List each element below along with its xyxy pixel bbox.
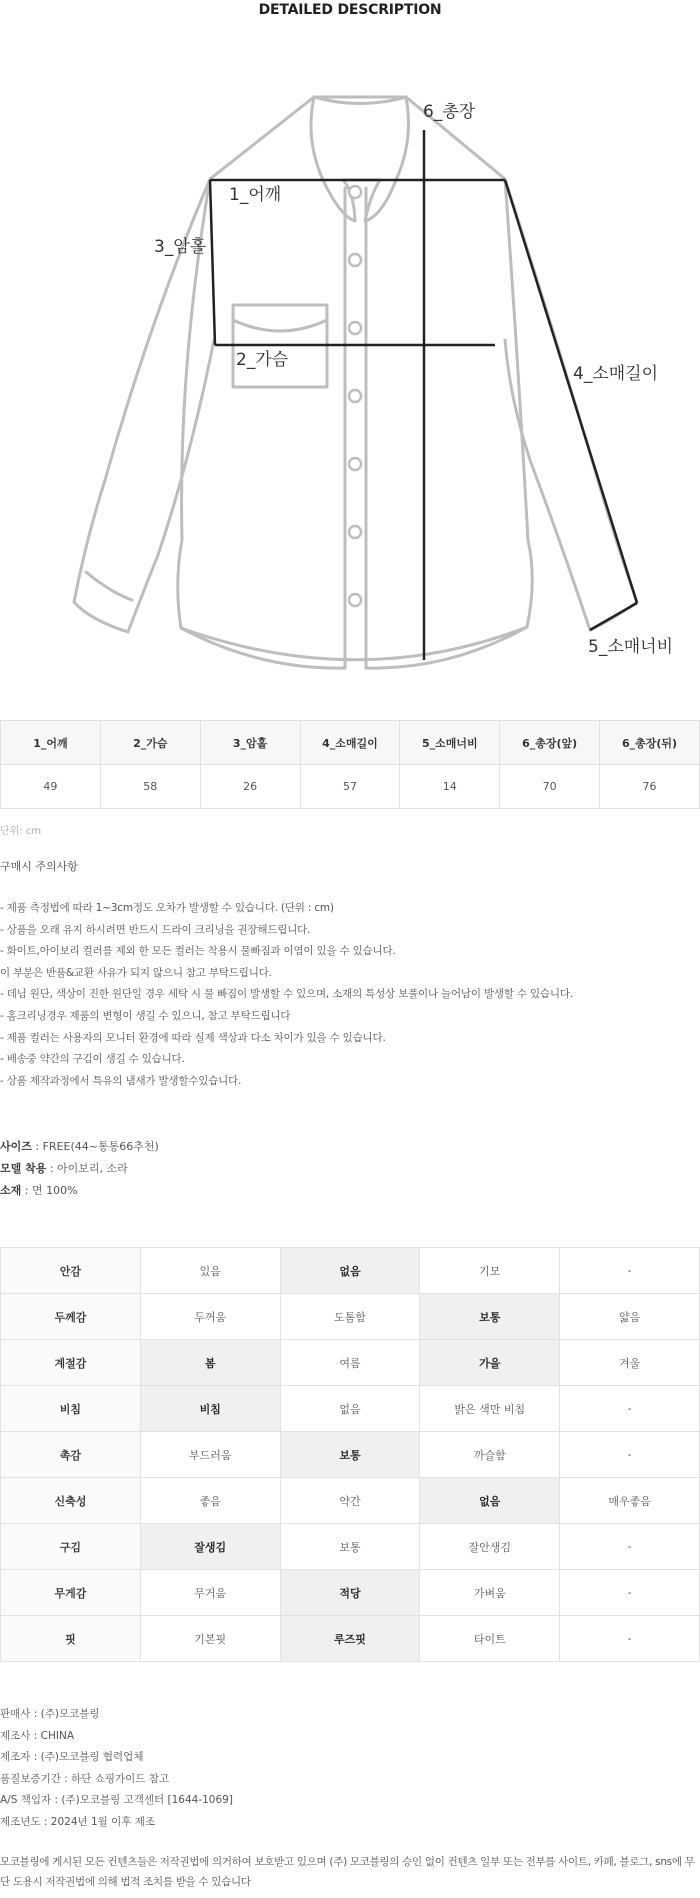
notice-item: - 홈크리닝경우 제품의 변형이 생길 수 있으니, 참고 부탁드립니다	[0, 1009, 291, 1022]
notice-item: - 배송중 약간의 구김이 생길 수 있습니다.	[0, 1053, 185, 1066]
attribute-option: 비침	[140, 1386, 280, 1432]
attribute-row	[1, 1248, 700, 1294]
seller-info	[0, 1704, 233, 1833]
notice-item: 이 부분은 반품&교환 사유가 되지 않으니 참고 부탁드립니다.	[0, 966, 272, 979]
attribute-option: 있음	[140, 1248, 280, 1294]
attribute-option: 얇음	[560, 1294, 700, 1340]
size-header: 1_어깨	[1, 721, 101, 765]
label-sleeve-width: 5_소매너비	[588, 637, 674, 657]
size-header: 6_총장(뒤)	[600, 721, 700, 765]
copyright-notice: 모코블링에 게시된 모든 컨텐츠들은 저작권법에 의거하여 보호받고 있으며 (주) 모코블링의 승인 없이 컨텐츠 일부 또는 전부를 사이트, 카페, 블로그, sns에 무단 도용시 저작권법에 의해 법적 조치를 받을 수 있습니다	[0, 1856, 695, 1888]
size-value: 49	[1, 765, 101, 809]
unit-note: 단위: cm	[0, 826, 42, 837]
size-value: 70	[500, 765, 600, 809]
attribute-row	[1, 1340, 700, 1386]
size-table-row	[1, 765, 700, 809]
attribute-option: 도톰함	[280, 1294, 420, 1340]
attribute-name: 두께감	[1, 1294, 141, 1340]
attribute-name: 신축성	[1, 1478, 141, 1524]
attribute-name: 구김	[1, 1524, 141, 1570]
attribute-option: 보통	[420, 1294, 560, 1340]
spec-model: 모델 착용 : 아이보리, 소라	[0, 1162, 128, 1175]
attribute-name: 계절감	[1, 1340, 141, 1386]
button-icon	[349, 186, 361, 198]
attribute-option: 까슬함	[420, 1432, 560, 1478]
button-icon	[349, 254, 361, 266]
seller-line: A/S 책임자 : (주)모코블링 고객센터 [1644-1069]	[0, 1794, 233, 1806]
attribute-option: 없음	[280, 1248, 420, 1294]
section-title: DETAILED DESCRIPTION	[258, 2, 442, 18]
attribute-option: 기모	[420, 1248, 560, 1294]
seller-line: 제조년도 : 2024년 1월 이후 제조	[0, 1815, 156, 1828]
size-table-header	[1, 721, 700, 765]
attribute-option: 잘안생김	[420, 1524, 560, 1570]
attribute-option: 봄	[140, 1340, 280, 1386]
size-header: 4_소매길이	[300, 721, 400, 765]
attribute-row	[1, 1386, 700, 1432]
attribute-option: 기본핏	[140, 1616, 280, 1662]
attribute-option: 타이트	[420, 1616, 560, 1662]
sleeve-width-line	[590, 603, 637, 630]
notice-item: - 상품 제작과정에서 특유의 냄새가 발생할수있습니다.	[0, 1074, 242, 1087]
attribute-row	[1, 1432, 700, 1478]
attribute-option: 없음	[280, 1386, 420, 1432]
seller-line: 품질보증기간 : 하단 쇼핑가이드 참고	[0, 1772, 170, 1785]
notice-list	[0, 898, 573, 1092]
button-icon	[349, 390, 361, 402]
spec-material: 소재 : 면 100%	[0, 1184, 78, 1197]
attribute-option: 잘생김	[140, 1524, 280, 1570]
size-value: 76	[600, 765, 700, 809]
armhole-line	[210, 180, 215, 345]
attribute-row	[1, 1616, 700, 1662]
size-value: 26	[200, 765, 300, 809]
attribute-option: 가벼움	[420, 1570, 560, 1616]
attribute-option: 무거움	[140, 1570, 280, 1616]
attribute-row	[1, 1478, 700, 1524]
button-icon	[349, 526, 361, 538]
attribute-option: 루즈핏	[280, 1616, 420, 1662]
attribute-row	[1, 1524, 700, 1570]
attribute-option: 적당	[280, 1570, 420, 1616]
size-value: 57	[300, 765, 400, 809]
button-icon	[349, 458, 361, 470]
size-value: 58	[100, 765, 200, 809]
attribute-option: 매우좋음	[560, 1478, 700, 1524]
notice-item: - 화이트,아이보리 컬러를 제외 한 모든 컬러는 착용시 물빠짐과 이염이 있을 수 있습니다.	[0, 945, 396, 958]
notice-item: - 데님 원단, 색상이 진한 원단일 경우 세탁 시 물 빠짐이 발생할 수 있으며, 소재의 특성상 보풀이나 늘어남이 발생할 수 있습니다.	[0, 988, 573, 1001]
attribute-name: 비침	[1, 1386, 141, 1432]
size-header: 5_소매너비	[400, 721, 500, 765]
size-table	[0, 720, 700, 809]
spec-info	[0, 1136, 159, 1202]
attribute-name: 안감	[1, 1248, 141, 1294]
label-sleeve-length: 4_소매길이	[573, 364, 659, 384]
attribute-option: -	[560, 1432, 700, 1478]
attribute-option: 보통	[280, 1432, 420, 1478]
attribute-table	[0, 1247, 700, 1662]
attribute-option: 약간	[280, 1478, 420, 1524]
label-shoulder: 1_어깨	[229, 185, 282, 205]
attribute-row	[1, 1294, 700, 1340]
size-header: 3_암홀	[200, 721, 300, 765]
attribute-option: 밝은 색만 비침	[420, 1386, 560, 1432]
attribute-option: 부드러움	[140, 1432, 280, 1478]
attribute-name: 촉감	[1, 1432, 141, 1478]
notice-item: - 상품을 오래 유지 하시려면 반드시 드라이 크리닝을 권장해드립니다.	[0, 923, 311, 936]
attribute-row	[1, 1570, 700, 1616]
attribute-option: 겨울	[560, 1340, 700, 1386]
attribute-option: -	[560, 1386, 700, 1432]
attribute-name: 핏	[1, 1616, 141, 1662]
size-header: 6_총장(앞)	[500, 721, 600, 765]
attribute-option: 가을	[420, 1340, 560, 1386]
notice-title: 구매시 주의사항	[0, 860, 78, 873]
attribute-option: -	[560, 1616, 700, 1662]
notice-item: - 제품 컬러는 사용자의 모니터 환경에 따라 실제 색상과 다소 차이가 있을 수 있습니다.	[0, 1031, 386, 1044]
spec-size: 사이즈 : FREE(44~통통66추천)	[0, 1140, 159, 1153]
button-icon	[349, 322, 361, 334]
attribute-option: 보통	[280, 1524, 420, 1570]
label-armhole: 3_암홀	[154, 237, 207, 257]
label-chest: 2_가슴	[236, 350, 289, 370]
seller-line: 제조자 : (주)모코블링 협력업체	[0, 1751, 144, 1763]
attribute-option: 없음	[420, 1478, 560, 1524]
attribute-option: 여름	[280, 1340, 420, 1386]
sleeve-length-line	[505, 180, 637, 603]
size-value: 14	[400, 765, 500, 809]
attribute-name: 무게감	[1, 1570, 141, 1616]
measurement-diagram	[0, 20, 700, 680]
attribute-option: 두꺼움	[140, 1294, 280, 1340]
seller-line: 판매사 : (주)모코블링	[0, 1708, 100, 1720]
seller-line: 제조사 : CHINA	[0, 1729, 75, 1742]
attribute-option: -	[560, 1570, 700, 1616]
attribute-option: -	[560, 1248, 700, 1294]
notice-item: - 제품 측정법에 따라 1~3cm정도 오차가 발생할 수 있습니다. (단위 : cm)	[0, 902, 334, 914]
size-header: 2_가슴	[100, 721, 200, 765]
button-icon	[349, 594, 361, 606]
attribute-option: 좋음	[140, 1478, 280, 1524]
label-total-length: 6_총장	[423, 102, 476, 122]
attribute-option: -	[560, 1524, 700, 1570]
